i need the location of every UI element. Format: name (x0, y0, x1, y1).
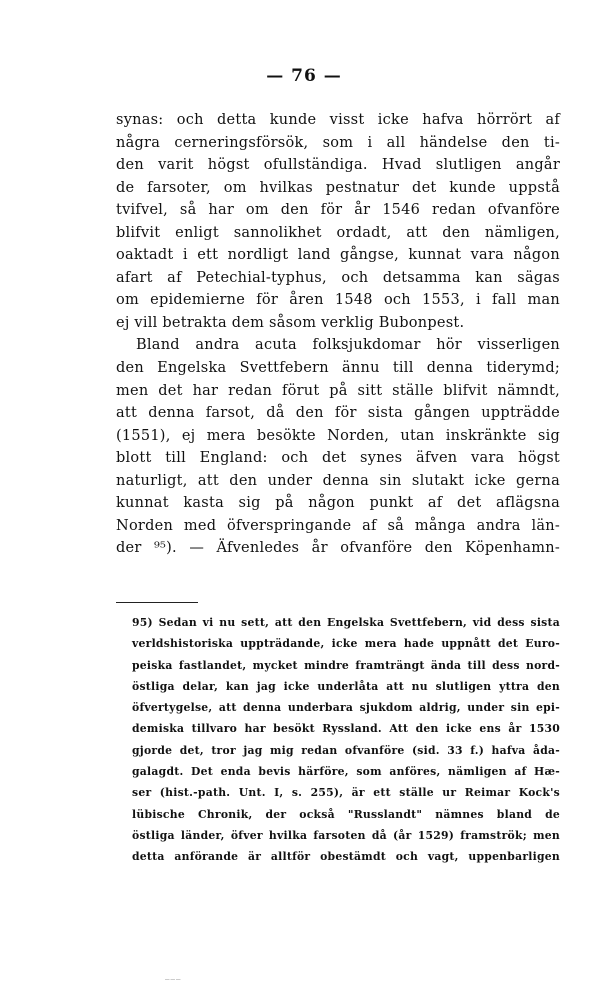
footnote-line: östliga delar, kan jag icke underlåta att nu slutligen yttra den (132, 679, 560, 693)
text-line: naturligt, att den under denna sin slutakt icke gerna (116, 472, 560, 489)
text-line: de farsoter, om hvilkas pestnatur det kunde uppstå (116, 179, 560, 196)
bottom-printer-mark: ___ (165, 970, 182, 980)
text-line: att denna farsot, då den för sista gången uppträdde (116, 405, 560, 422)
text-line: oaktadt i ett nordligt land gångse, kunnat vara någon (116, 247, 560, 264)
footnote-line: demiska tillvaro har besökt Ryssland. Att den icke ens år 1530 (132, 722, 560, 736)
text-line: afart af Petechial-typhus, och detsamma kan sägas (116, 269, 560, 286)
footnote-line: 95) Sedan vi nu sett, att den Engelska Svettfebern, vid dess sista (132, 616, 560, 629)
text-line: (1551), ej mera besökte Norden, utan inskränkte sig (116, 427, 560, 444)
footnote (116, 612, 560, 868)
footnote-line: östliga länder, öfver hvilka farsoten då (år 1529) framströk; men (132, 828, 560, 842)
text-line: blott till England: och det synes äfven vara högst (116, 450, 560, 467)
footnote-line: öfvertygelse, att denna underbara sjukdom aldrig, under sin epi- (132, 701, 560, 715)
footnote-line: peiska fastlandet, mycket mindre framträngt ända till dess nord- (132, 658, 560, 672)
text-line: men det har redan förut på sitt ställe blifvit nämndt, (116, 382, 560, 399)
page-number: — 76 — (266, 66, 342, 86)
text-line: några cerneringsförsök, som i all händelse den ti- (116, 134, 560, 151)
text-line: Bland andra acuta folksjukdomar hör visserligen (136, 337, 560, 354)
footnote-line: lübische Chronik, der också "Russlandt" nämnes bland de (132, 807, 560, 821)
text-line: kunnat kasta sig på någon punkt af det aflägsna (116, 495, 560, 512)
text-line: den Engelska Svettfebern ännu till denna tiderymd; (116, 360, 560, 377)
footnote-line: ser (hist.-path. Unt. I, s. 255), är ett ställe ur Reimar Kock's (132, 786, 560, 800)
footnote-line: galagdt. Det enda bevis härföre, som anföres, nämligen af Hæ- (132, 765, 560, 779)
text-line: synas: och detta kunde visst icke hafva hörrört af (116, 112, 560, 128)
footnote-divider (116, 602, 198, 603)
footnote-line: gjorde det, tror jag mig redan ofvanföre (sid. 33 f.) hafva åda- (132, 743, 560, 757)
text-line: tvifvel, så har om den för år 1546 redan ofvanföre (116, 202, 560, 219)
text-line: Norden med öfverspringande af så många andra län- (116, 517, 560, 534)
text-line: ej vill betrakta dem såsom verklig Bubonpest. (116, 314, 465, 331)
main-text (116, 109, 560, 560)
text-line: om epidemierne för åren 1548 och 1553, i fall man (116, 292, 560, 309)
text-line: der ⁹⁵). — Äfvenledes år ofvanföre den Köpenhamn- (116, 540, 560, 557)
footnote-line: detta anförande är alltför obestämdt och vagt, uppenbarligen (132, 850, 560, 864)
footnote-line: verldshistoriska uppträdande, icke mera hade uppnått det Euro- (132, 637, 560, 651)
text-line: blifvit enligt sannolikhet ordadt, att den nämligen, (116, 224, 560, 241)
text-line: den varit högst ofullständiga. Hvad slutligen angår (116, 157, 560, 174)
